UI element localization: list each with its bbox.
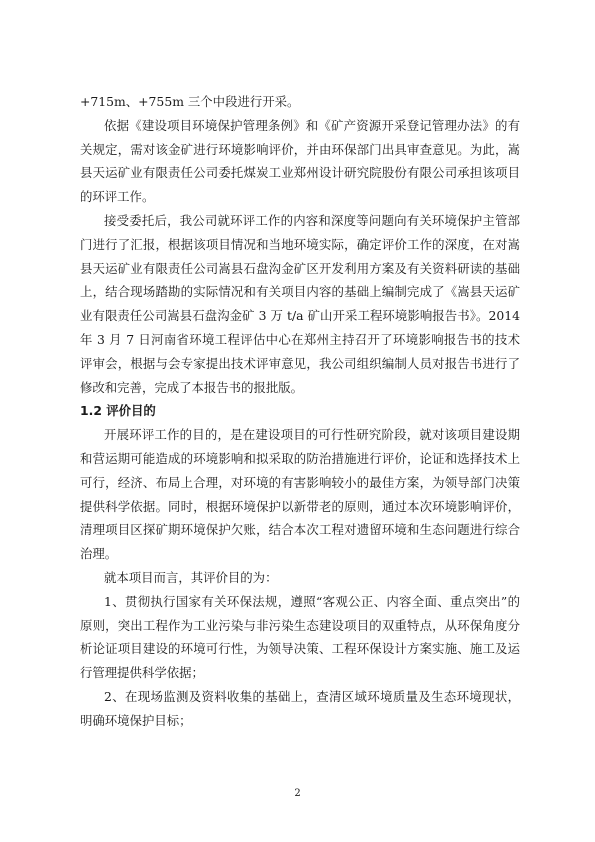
paragraph-purpose-item-2: 2、在现场监测及资料收集的基础上，查清区域环境质量及生态环境现状，明确环境保护目标； (80, 688, 520, 728)
page-body (80, 90, 520, 733)
paragraph-legal-basis: 依据《建设项目环境保护管理条例》和《矿产资源开采登记管理办法》的有关规定，需对该金矿进行环境影响评价，并由环保部门出具审查意见。为此，嵩县天运矿业有限责任公司委托煤炭工业郑州设计研究院股份有限公司承担该项目的环评工作。 (80, 117, 520, 205)
paragraph-commission-process: 接受委托后，我公司就环评工作的内容和深度等问题向有关环境保护主管部门进行了汇报，根据该项目情况和当地环境实际，确定评价工作的深度，在对嵩县天运矿业有限责任公司嵩县石盘沟金矿区开发利用方案及有关资料研读的基础上，结合现场踏勘的实际情况和有关项目内容的基础上编制完成了《嵩县天运矿业有限责任公司嵩县石盘沟金矿 3 万 t/a 矿山开采工程环境影响报告书》。2014 年 3 月 7 日河南省环境工程评估中心在郑州主持召开了环境影响报告书的技术评审会，根据与会专家提出技术评审意见，我公司组织编制人员对报告书进行了修改和完善，完成了本报告书的报批版。 (80, 212, 520, 395)
paragraph-purpose-overview: 开展环评工作的目的，是在建设项目的可行性研究阶段，就对该项目建设期和营运期可能造成的环境影响和拟采取的防治措施进行评价，论证和选择技术上可行，经济、布局上合理，对环境的有害影响较小的最佳方案，为领导部门决策提供科学依据。同时，根据环境保护以新带老的原则，通过本次环境影响评价，清理项目区探矿期环境保护欠账，结合本次工程对遗留环境和生态问题进行综合治理。 (80, 427, 520, 562)
paragraph-purpose-item-1: 1、贯彻执行国家有关环保法规，遵照“客观公正、内容全面、重点突出”的原则，突出工程作为工业污染与非污染生态建设项目的双重特点，从环保角度分析论证项目建设的环境可行性，为领导决策、工程环保设计方案实施、施工及运行管理提供科学依据； (80, 593, 520, 681)
paragraph-continuation: +715m、+755m 三个中段进行开采。 (80, 94, 300, 109)
paragraph-purpose-intro: 就本项目而言，其评价目的为： (104, 569, 278, 585)
section-heading-evaluation-purpose: 1.2 评价目的 (80, 403, 156, 419)
page-number: 2 (294, 788, 301, 799)
